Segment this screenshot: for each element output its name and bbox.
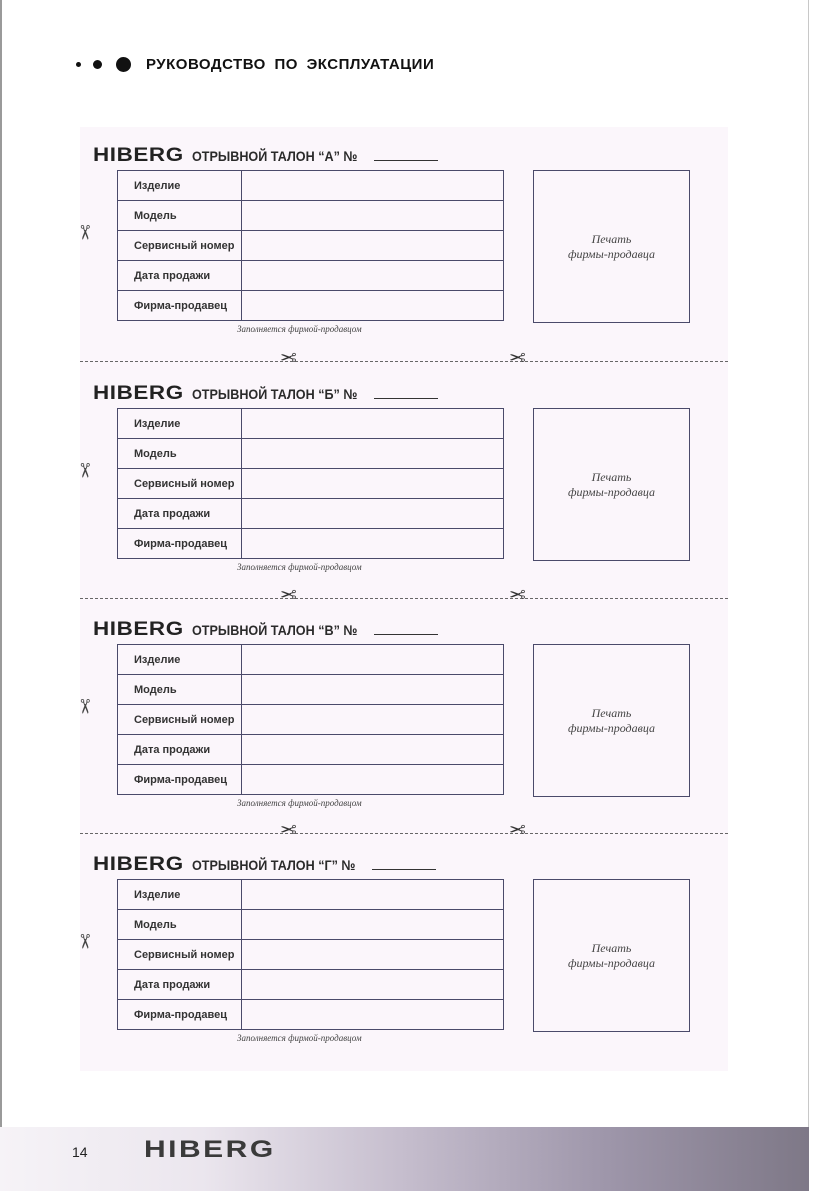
field-label: Изделие xyxy=(118,409,242,439)
number-blank-line xyxy=(372,858,436,870)
fill-note: Заполняется фирмой-продавцом xyxy=(237,1033,362,1043)
stamp-caption xyxy=(568,232,655,262)
field-label: Модель xyxy=(118,201,242,231)
page-header xyxy=(76,54,434,74)
stamp-line: Печать xyxy=(591,940,632,955)
field-value xyxy=(242,469,504,499)
fill-note: Заполняется фирмой-продавцом xyxy=(237,562,362,572)
table-row xyxy=(118,231,504,261)
field-value xyxy=(242,880,504,910)
table-row xyxy=(118,171,504,201)
stamp-caption xyxy=(568,470,655,500)
cut-line xyxy=(80,833,728,834)
stamp-box xyxy=(533,170,690,323)
field-value xyxy=(242,439,504,469)
table-row xyxy=(118,439,504,469)
field-label: Дата продажи xyxy=(118,735,242,765)
field-label: Изделие xyxy=(118,645,242,675)
scissors-icon: ✂ xyxy=(72,462,95,479)
table-row xyxy=(118,735,504,765)
field-label: Дата продажи xyxy=(118,499,242,529)
coupon-a xyxy=(72,127,728,334)
coupon-label: ОТРЫВНОЙ ТАЛОН “Б” № xyxy=(191,386,358,402)
scissors-icon: ✂ xyxy=(280,582,297,604)
coupon-fields-table xyxy=(117,644,504,795)
coupon-title xyxy=(93,619,438,641)
field-value xyxy=(242,735,504,765)
table-row xyxy=(118,970,504,1000)
field-value xyxy=(242,940,504,970)
brand-logo: HIBERG xyxy=(93,619,184,640)
brand-logo: HIBERG xyxy=(93,145,184,166)
table-row xyxy=(118,910,504,940)
coupon-fields-table xyxy=(117,170,504,321)
field-value xyxy=(242,529,504,559)
table-row xyxy=(118,940,504,970)
stamp-box xyxy=(533,644,690,797)
table-row xyxy=(118,201,504,231)
coupon-v xyxy=(72,601,728,808)
coupon-b xyxy=(72,365,728,572)
field-label: Фирма-продавец xyxy=(118,1000,242,1030)
brand-logo: HIBERG xyxy=(93,383,184,404)
number-blank-line xyxy=(374,149,438,161)
table-row xyxy=(118,705,504,735)
scissors-icon: ✂ xyxy=(280,817,297,839)
cut-line xyxy=(80,598,728,599)
field-label: Изделие xyxy=(118,880,242,910)
stamp-caption xyxy=(568,941,655,971)
field-value xyxy=(242,231,504,261)
bullet-dot-icon xyxy=(76,62,81,67)
scissors-icon: ✂ xyxy=(72,224,95,241)
coupon-fields-table xyxy=(117,408,504,559)
cut-line xyxy=(80,361,728,362)
field-value xyxy=(242,409,504,439)
field-label: Фирма-продавец xyxy=(118,291,242,321)
table-row xyxy=(118,765,504,795)
bullet-dot-icon xyxy=(93,60,102,69)
table-row xyxy=(118,645,504,675)
field-label: Модель xyxy=(118,675,242,705)
page-edge-left xyxy=(0,0,2,1191)
table-row xyxy=(118,409,504,439)
stamp-line: Печать xyxy=(591,231,632,246)
table-row xyxy=(118,499,504,529)
footer-bar xyxy=(0,1127,809,1191)
scissors-icon: ✂ xyxy=(509,582,526,604)
coupon-label: ОТРЫВНОЙ ТАЛОН “А” № xyxy=(191,148,358,164)
stamp-line: Печать xyxy=(591,469,632,484)
coupon-label: ОТРЫВНОЙ ТАЛОН “Г” № xyxy=(191,857,356,873)
coupon-title xyxy=(93,383,438,405)
field-value xyxy=(242,201,504,231)
fill-note: Заполняется фирмой-продавцом xyxy=(237,798,362,808)
field-label: Модель xyxy=(118,910,242,940)
table-row xyxy=(118,469,504,499)
coupon-label: ОТРЫВНОЙ ТАЛОН “В” № xyxy=(191,622,358,638)
field-label: Сервисный номер xyxy=(118,231,242,261)
field-value xyxy=(242,910,504,940)
coupon-g xyxy=(72,836,728,1043)
field-label: Дата продажи xyxy=(118,261,242,291)
page-number: 14 xyxy=(72,1144,88,1160)
field-value xyxy=(242,645,504,675)
stamp-box xyxy=(533,408,690,561)
field-label: Сервисный номер xyxy=(118,940,242,970)
field-label: Фирма-продавец xyxy=(118,529,242,559)
field-label: Сервисный номер xyxy=(118,705,242,735)
stamp-box xyxy=(533,879,690,1032)
scissors-icon: ✂ xyxy=(509,345,526,367)
brand-logo: HIBERG xyxy=(93,854,184,875)
field-label: Изделие xyxy=(118,171,242,201)
stamp-line: фирмы-продавца xyxy=(568,484,655,499)
coupon-title xyxy=(93,854,436,876)
footer-brand-logo: HIBERG xyxy=(144,1136,276,1163)
page-title: РУКОВОДСТВО ПО ЭКСПЛУАТАЦИИ xyxy=(146,55,435,73)
coupon-fields-table xyxy=(117,879,504,1030)
field-label: Дата продажи xyxy=(118,970,242,1000)
scissors-icon: ✂ xyxy=(509,817,526,839)
stamp-caption xyxy=(568,706,655,736)
table-row xyxy=(118,261,504,291)
table-row xyxy=(118,291,504,321)
field-value xyxy=(242,261,504,291)
table-row xyxy=(118,529,504,559)
field-label: Сервисный номер xyxy=(118,469,242,499)
table-row xyxy=(118,1000,504,1030)
number-blank-line xyxy=(374,623,438,635)
field-value xyxy=(242,171,504,201)
table-row xyxy=(118,675,504,705)
stamp-line: фирмы-продавца xyxy=(568,955,655,970)
fill-note: Заполняется фирмой-продавцом xyxy=(237,324,362,334)
field-value xyxy=(242,765,504,795)
field-value xyxy=(242,499,504,529)
field-value xyxy=(242,970,504,1000)
field-value xyxy=(242,705,504,735)
field-value xyxy=(242,675,504,705)
field-value xyxy=(242,1000,504,1030)
bullet-dot-icon xyxy=(116,57,131,72)
page-edge-right xyxy=(808,0,809,1191)
field-label: Модель xyxy=(118,439,242,469)
stamp-line: Печать xyxy=(591,705,632,720)
stamp-line: фирмы-продавца xyxy=(568,720,655,735)
field-value xyxy=(242,291,504,321)
scissors-icon: ✂ xyxy=(72,698,95,715)
coupon-title xyxy=(93,145,438,167)
table-row xyxy=(118,880,504,910)
scissors-icon: ✂ xyxy=(280,345,297,367)
field-label: Фирма-продавец xyxy=(118,765,242,795)
stamp-line: фирмы-продавца xyxy=(568,246,655,261)
scissors-icon: ✂ xyxy=(72,933,95,950)
number-blank-line xyxy=(374,387,438,399)
